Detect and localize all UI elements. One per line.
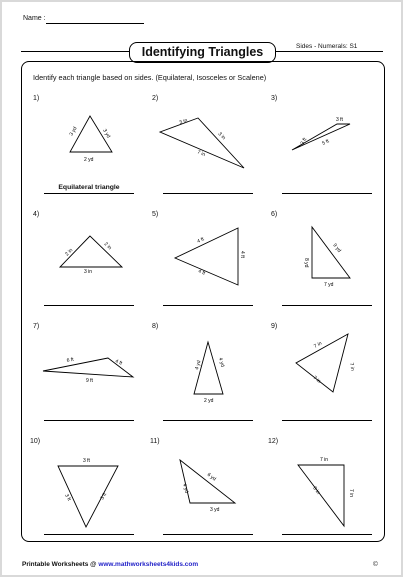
side-label: 8 yd <box>303 258 309 268</box>
footer <box>22 561 198 568</box>
problem-number: 1) <box>33 95 40 102</box>
triangle-3 <box>292 124 350 150</box>
side-label: 7 in <box>196 149 206 158</box>
side-label: 4 ft <box>239 251 245 258</box>
side-label: 4 yd <box>194 359 203 371</box>
side-label: 2 yd <box>204 398 214 404</box>
problem-number: 10) <box>30 438 41 445</box>
side-label: 6 ft <box>66 356 75 364</box>
footer-label: Printable Worksheets @ <box>22 561 97 568</box>
side-label: 4 ft <box>114 358 123 367</box>
side-label: 8 in <box>311 485 322 496</box>
side-label: 3 yd <box>68 125 79 137</box>
problem-number: 7) <box>33 323 40 330</box>
side-label: 3 ft <box>99 491 109 501</box>
side-label: 4 ft <box>196 236 206 245</box>
side-label: 3 ft <box>63 493 72 503</box>
side-label: 7 in <box>348 489 354 498</box>
triangle-6 <box>312 227 350 278</box>
side-label: 3 in <box>84 269 93 275</box>
footer-link[interactable]: www.mathworksheets4kids.com <box>98 561 199 568</box>
side-label: 9 ft <box>86 378 93 384</box>
side-label: 7 in <box>320 457 329 463</box>
side-label: 6 yd <box>205 471 217 483</box>
page-title: Identifying Triangles <box>129 42 276 63</box>
side-label: 7 yd <box>324 282 334 288</box>
side-label: 7 in <box>313 340 323 350</box>
triangle-5 <box>175 228 238 285</box>
problem-number: 5) <box>152 211 159 218</box>
problem-number: 4) <box>33 211 40 218</box>
problem-number: 12) <box>268 438 279 445</box>
problem-number: 11) <box>150 438 160 445</box>
side-label: 3 ft <box>336 117 343 123</box>
problem-number: 8) <box>152 323 159 330</box>
side-label: 4 ft <box>197 268 206 277</box>
triangle-9 <box>296 334 348 392</box>
side-label: 3 ft <box>299 136 309 146</box>
page-subtitle: Sides - Numerals: S1 <box>296 43 358 50</box>
side-label: 9 yd <box>331 242 342 254</box>
side-label: 2 yd <box>84 157 94 163</box>
instructions: Identify each triangle based on sides. (Equilateral, Isosceles or Scalene) <box>33 73 267 82</box>
side-label: 2 in <box>64 247 75 258</box>
side-label: 3 yd <box>101 128 112 140</box>
side-label: 3 in <box>178 117 189 126</box>
side-label: 5 ft <box>321 138 331 147</box>
problem-number: 3) <box>271 95 278 102</box>
copyright-mark: © <box>373 561 378 568</box>
side-label: 3 in <box>216 131 227 142</box>
triangle-12 <box>298 465 344 526</box>
triangle-2 <box>160 118 244 168</box>
side-label: 3 ft <box>83 458 90 464</box>
side-label: 2 in <box>102 241 113 252</box>
side-label: 3 yd <box>210 507 220 513</box>
side-label: 4 yd <box>181 482 190 494</box>
problem-number: 6) <box>271 211 278 218</box>
problem-number: 2) <box>152 95 159 102</box>
side-label: 7 in <box>348 362 356 372</box>
side-label: 4 yd <box>217 356 226 368</box>
problem-number: 9) <box>271 323 278 330</box>
answer-text: Equilateral triangle <box>58 184 120 191</box>
triangle-11 <box>180 460 235 503</box>
name-label: Name : <box>23 15 46 22</box>
side-label: 7 in <box>311 374 322 385</box>
